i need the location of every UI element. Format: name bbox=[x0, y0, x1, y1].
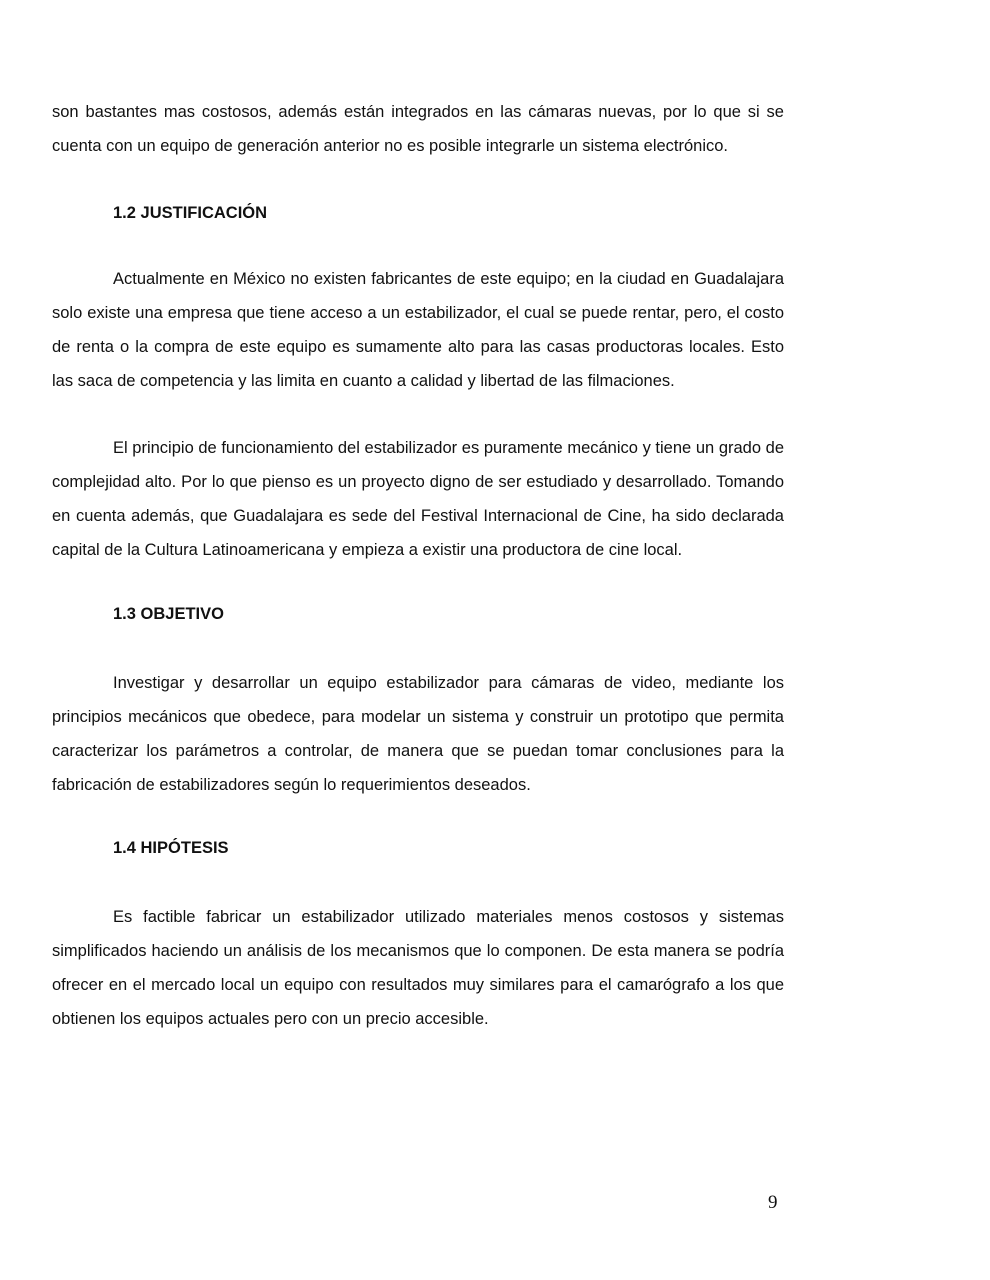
hipotesis-paragraph: Es factible fabricar un estabilizador utilizado materiales menos costosos y sistemas simplificados haciendo un análisis de los mecanismos que lo componen. De esta manera se podría ofrecer en el mercado local un equipo con resultados muy similares para el camarógrafo a los que obtienen los equipos actuales pero con un precio accesible. bbox=[52, 908, 784, 1028]
page-number: 9 bbox=[768, 1192, 778, 1213]
section-heading-justificacion: 1.2 JUSTIFICACIÓN bbox=[113, 204, 268, 222]
section-heading-objetivo: 1.3 OBJETIVO bbox=[113, 605, 224, 623]
intro-paragraph: son bastantes mas costosos, además están integrados en las cámaras nuevas, por lo que si se cuenta con un equipo de generación anterior no es posible integrarle un sistema electrónico. bbox=[52, 103, 784, 155]
section-heading-hipotesis: 1.4 HIPÓTESIS bbox=[113, 839, 229, 857]
objetivo-paragraph: Investigar y desarrollar un equipo estabilizador para cámaras de video, mediante los principios mecánicos que obedece, para modelar un sistema y construir un prototipo que permita caracterizar los parámetros a controlar, de manera que se puedan tomar conclusiones para la fabricación de estabilizadores según lo requerimientos deseados. bbox=[52, 674, 784, 794]
justificacion-paragraph-1: Actualmente en México no existen fabricantes de este equipo; en la ciudad en Guadalajara solo existe una empresa que tiene acceso a un estabilizador, el cual se puede rentar, pero, el costo de renta o la compra de este equipo es sumamente alto para las casas productoras locales. Esto las saca de competencia y las limita en cuanto a calidad y libertad de las filmaciones. bbox=[52, 270, 784, 390]
justificacion-paragraph-2: El principio de funcionamiento del estabilizador es puramente mecánico y tiene un grado de complejidad alto. Por lo que pienso es un proyecto digno de ser estudiado y desarrollado. Tomando en cuenta además, que Guadalajara es sede del Festival Internacional de Cine, ha sido declarada capital de la Cultura Latinoamericana y empieza a existir una productora de cine local. bbox=[52, 439, 784, 559]
